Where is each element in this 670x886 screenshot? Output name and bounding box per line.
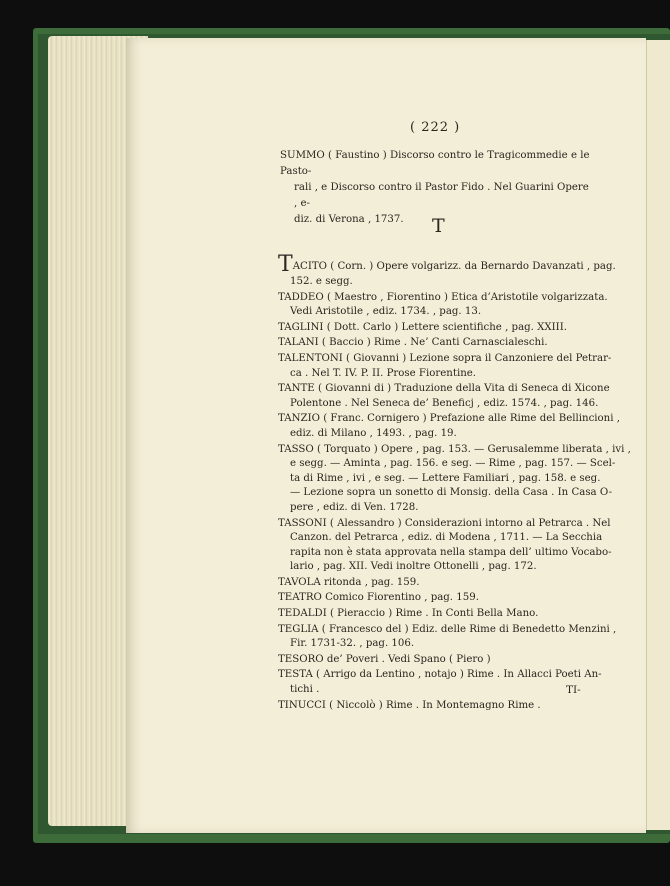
entry-line: Vedi Aristotile , ediz. 1734. , pag. 13. <box>290 306 482 318</box>
index-entry <box>278 591 598 606</box>
entry-line: ediz. di Milano , 1493. , pag. 19. <box>290 427 457 439</box>
entry-line: TALENTONI ( Giovanni ) Lezione sopra il Canzoniere del Petrar- <box>278 352 612 364</box>
page-number: ( 222 ) <box>410 120 461 135</box>
entry-line: Polentone . Nel Seneca de’ Beneficj , ediz. 1574. , pag. 146. <box>290 397 599 409</box>
index-entry <box>278 443 631 516</box>
index-entry <box>278 382 610 411</box>
entry-line: TAVOLA ritonda , pag. 159. <box>278 576 420 588</box>
index-entry <box>278 668 602 697</box>
entry-line: lario , pag. XII. Vedi inoltre Ottonelli , pag. 172. <box>290 561 537 573</box>
entry-line: Canzon. del Petrarca , ediz. di Modena , 1711. — La Secchia <box>290 532 603 544</box>
entry-line: TADDEO ( Maestro , Fiorentino ) Etica d’Aristotile volgarizzata. <box>278 291 608 303</box>
entry-line: Fir. 1731-32. , pag. 106. <box>290 638 415 650</box>
index-entry <box>278 252 616 290</box>
entry-line: TANTE ( Giovanni di ) Traduzione della Vita di Seneca di Xicone <box>278 383 610 395</box>
entry-line: ca . Nel T. IV. P. II. Prose Fiorentine. <box>290 367 477 379</box>
index-entry <box>278 623 617 652</box>
entry-line: 152. e segg. <box>290 276 353 287</box>
index-entries <box>278 252 631 714</box>
index-entry <box>278 607 598 622</box>
index-entry <box>278 291 608 320</box>
entry-line: TACITO ( Corn. ) Opere volgarizz. da Bernardo Davanzati , pag. <box>278 252 616 277</box>
drop-cap: T <box>278 252 293 277</box>
index-entry <box>278 352 612 381</box>
entry-line: rapita non è stata approvata nella stampa dell’ ultimo Vocabo- <box>290 546 612 558</box>
index-entry <box>278 576 598 591</box>
entry-line: TANZIO ( Franc. Cornigero ) Prefazione alle Rime del Bellincioni , <box>278 413 620 425</box>
entry-line: e segg. — Aminta , pag. 156. e seg. — Rime , pag. 157. — Scel- <box>290 458 616 470</box>
section-letter: T <box>432 215 445 237</box>
entry-line: ta di Rime , ivi , e seg. — Lettere Familiari , pag. 158. e seg. <box>290 472 601 484</box>
index-entry <box>278 321 598 336</box>
entry-line: TAGLINI ( Dott. Carlo ) Lettere scientifiche , pag. XXIII. <box>278 321 567 333</box>
entry-line: TASSO ( Torquato ) Opere , pag. 153. — Gerusalemme liberata , ivi , <box>278 443 631 455</box>
entry-line: — Lezione sopra un sonetto di Monsig. della Casa . In Casa O- <box>290 487 613 499</box>
index-entry <box>278 336 598 351</box>
entry-line: TEATRO Comico Fiorentino , pag. 159. <box>278 592 479 604</box>
entry-line: TEGLIA ( Francesco del ) Ediz. delle Rime di Benedetto Menzini , <box>278 623 617 635</box>
entry-line: TESTA ( Arrigo da Lentino , notajo ) Rime . In Allacci Poeti An- <box>278 669 602 681</box>
entry-line: pere , ediz. di Ven. 1728. <box>290 501 419 513</box>
entry-line: tichi . <box>290 684 320 696</box>
index-entry <box>278 653 598 668</box>
facing-page-edge <box>646 40 670 830</box>
entry-line: TESORO de’ Poveri . Vedi Spano ( Piero ) <box>278 653 491 665</box>
entry-line: TINUCCI ( Niccolò ) Rime . In Montemagno Rime . <box>278 699 541 711</box>
catchword: TI- <box>566 684 581 696</box>
summo-line-2: rali , e Discorso contro il Pastor Fido . Nel Guarini Opere , e- <box>294 182 589 209</box>
entry-line: TEDALDI ( Pieraccio ) Rime . In Conti Bella Mano. <box>278 608 539 620</box>
index-entry <box>278 517 612 575</box>
entry-line: TALANI ( Baccio ) Rime . Ne’ Canti Carnascialeschi. <box>278 337 548 349</box>
index-entry <box>278 412 620 441</box>
summo-line-3: diz. di Verona , 1737. <box>294 214 404 225</box>
entry-line: TASSONI ( Alessandro ) Considerazioni intorno al Petrarca . Nel <box>278 517 611 529</box>
index-entry <box>278 699 598 714</box>
summo-line-1: SUMMO ( Faustino ) Discorso contro le Tragicommedie e le Pasto- <box>280 150 590 177</box>
